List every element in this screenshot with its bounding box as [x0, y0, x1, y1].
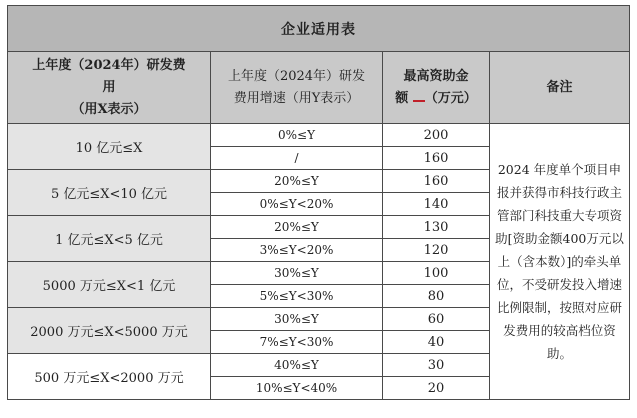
header-growth-line1: 上年度（2024年）研发 — [227, 68, 366, 84]
underline-mark — [413, 90, 425, 102]
amount-cell: 80 — [383, 285, 490, 308]
header-rd-expense-line3: （用X表示） — [71, 101, 147, 117]
header-rd-expense-line1: 上年度（2024年）研发费 — [32, 57, 186, 73]
x-range-cell: 500 万元≤X<2000 万元 — [8, 354, 211, 400]
amount-cell: 40 — [383, 331, 490, 354]
amount-cell: 30 — [383, 354, 490, 377]
y-range-cell: 7%≤Y<30% — [211, 331, 383, 354]
x-range-cell: 10 亿元≤X — [8, 124, 211, 170]
y-range-cell: 0%≤Y — [211, 124, 383, 147]
table-container — [7, 5, 630, 400]
header-growth-line2: 费用增速（用Y表示） — [233, 90, 360, 106]
remarks-cell: 2024 年度单个项目申报并获得市科技行政主管部门科技重大专项资助[资助金额400万元以上（含本数）]的牵头单位，不受研发投入增速比例限制，按照对应研发费用的较高档位资助。 — [490, 124, 630, 400]
y-range-cell: 0%≤Y<20% — [211, 193, 383, 216]
amount-cell: 160 — [383, 170, 490, 193]
y-range-cell: 3%≤Y<20% — [211, 239, 383, 262]
header-funding-line2-prefix: 额 — [395, 90, 409, 106]
x-range-cell: 5000 万元≤X<1 亿元 — [8, 262, 211, 308]
amount-cell: 140 — [383, 193, 490, 216]
table-title: 企业适用表 — [8, 6, 630, 52]
amount-cell: 100 — [383, 262, 490, 285]
header-funding-line1: 最高资助金 — [403, 68, 469, 84]
header-rd-expense — [8, 52, 211, 124]
enterprise-table — [7, 5, 630, 400]
x-range-cell: 1 亿元≤X<5 亿元 — [8, 216, 211, 262]
header-max-funding — [383, 52, 490, 124]
header-remarks: 备注 — [490, 52, 630, 124]
amount-cell: 120 — [383, 239, 490, 262]
amount-cell: 160 — [383, 147, 490, 170]
y-range-cell: 20%≤Y — [211, 216, 383, 239]
amount-cell: 20 — [383, 377, 490, 400]
amount-cell: 130 — [383, 216, 490, 239]
y-range-cell: 20%≤Y — [211, 170, 383, 193]
amount-cell: 200 — [383, 124, 490, 147]
y-range-cell: 10%≤Y<40% — [211, 377, 383, 400]
header-growth-rate — [211, 52, 383, 124]
header-rd-expense-line2: 用 — [102, 79, 116, 95]
y-range-cell: 30%≤Y — [211, 308, 383, 331]
x-range-cell: 5 亿元≤X<10 亿元 — [8, 170, 211, 216]
y-range-cell: 40%≤Y — [211, 354, 383, 377]
x-range-cell: 2000 万元≤X<5000 万元 — [8, 308, 211, 354]
y-range-cell: 5%≤Y<30% — [211, 285, 383, 308]
y-range-cell: / — [211, 147, 383, 170]
amount-cell: 60 — [383, 308, 490, 331]
header-funding-unit: （万元） — [424, 90, 477, 106]
y-range-cell: 30%≤Y — [211, 262, 383, 285]
